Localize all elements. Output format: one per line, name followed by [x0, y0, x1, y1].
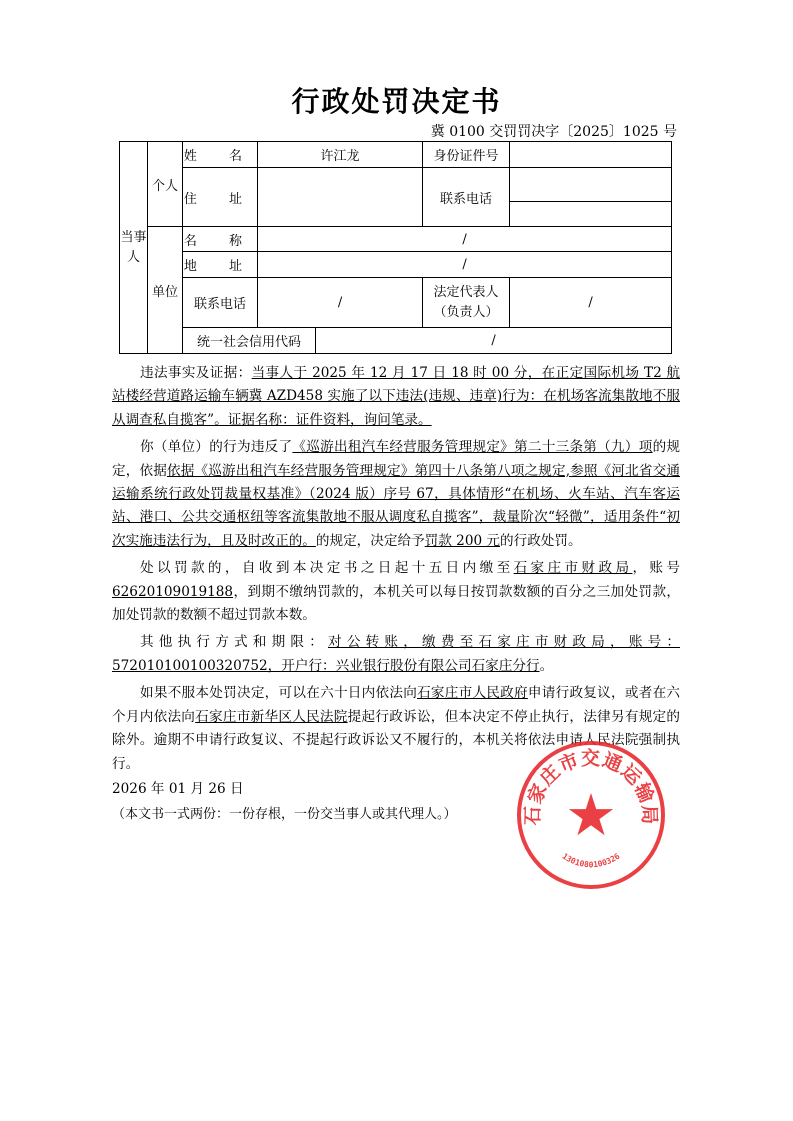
svg-text:1301080100326	[561, 851, 622, 869]
party-info-table	[119, 141, 672, 354]
seal-code: 1301080100326	[560, 851, 622, 870]
seal-star-icon	[569, 793, 613, 835]
org-name-value: /	[258, 227, 672, 252]
org-address-label: 地 址	[183, 252, 258, 278]
phone-value	[510, 168, 672, 202]
address-value	[258, 168, 423, 227]
credit-code-label: 统一社会信用代码	[183, 328, 316, 354]
footnote: （本文书一式两份：一份存根，一份交当事人或其代理人。）	[112, 807, 457, 823]
address-label: 住 址	[183, 168, 258, 227]
appeal-paragraph: 如果不服本处罚决定，可以在六十日内依法向石家庄市人民政府申请行政复议，或者在六个月内依法向石家庄市新华区人民法院提起行政诉讼，但本决定不停止执行，法律另有规定的除外。逾期不申请行政复议、不提起行政诉讼又不履行的，本机关将依法申请人民法院强制执行。	[112, 685, 681, 772]
org-phone-label: 联系电话	[183, 278, 258, 328]
violation-paragraph: 你（单位）的行为违反了《巡游出租汽车经营服务管理规定》第二十三条第（九）项的规定，依据依据《巡游出租汽车经营服务管理规定》第四十八条第八项之规定,参照《河北省交通运输系统行政处罚裁量权基准》（2024 版）序号 67，具体情形“在机场、火车站、汽车客运站、港口、公共交通枢纽等客流集散地不服从调度私自揽客”，裁量阶次“轻微”，适用条件“初次实施违法行为，且及时改正的。的规定，决定给予罚款 200 元的行政处罚。	[112, 439, 681, 549]
org-address-value: /	[258, 252, 672, 278]
phone-label: 联系电话	[423, 168, 510, 227]
phone-value-extra	[510, 202, 672, 227]
name-value: 许江龙	[258, 142, 423, 168]
id-number-label: 身份证件号	[423, 142, 510, 168]
document-number: 冀 0100 交罚罚决字〔2025〕1025 号	[430, 124, 677, 140]
document-title: 行政处罚决定书	[291, 85, 502, 118]
legal-rep-value: /	[510, 278, 672, 328]
facts-paragraph: 违法事实及证据：当事人于 2025 年 12 月 17 日 18 时 00 分，在正定国际机场 T2 航站楼经营道路运输车辆冀 AZD458 实施了以下违法(违规、违章)行为：在机场客流集散地不服从调查私自揽客”。证据名称：证件资料，询问笔录。	[112, 365, 680, 428]
org-name-label: 名 称	[183, 227, 258, 252]
party-label: 当事人	[120, 142, 148, 354]
id-number-value	[510, 142, 672, 168]
other-execution-paragraph: 其他执行方式和期限：对公转账，缴费至石家庄市财政局，账号：572010100100320752，开户行：兴业银行股份有限公司石家庄分行。	[112, 634, 681, 674]
name-label: 姓 名	[183, 142, 258, 168]
org-phone-value: /	[258, 278, 423, 328]
official-seal	[515, 739, 667, 891]
individual-label: 个人	[148, 142, 183, 227]
decision-date: 2026 年 01 月 26 日	[112, 780, 244, 797]
seal-text: 石家庄市交通运输局	[521, 747, 661, 826]
unit-label: 单位	[148, 227, 183, 354]
credit-code-value: /	[316, 328, 672, 354]
payment-paragraph: 处以罚款的，自收到本决定书之日起十五日内缴至石家庄市财政局，账号62620109019188，到期不缴纳罚款的，本机关可以每日按罚款数额的百分之三加处罚款，加处罚款的数额不超过罚款本数。	[112, 560, 681, 624]
legal-rep-label: 法定代表人 （负责人）	[423, 278, 510, 328]
